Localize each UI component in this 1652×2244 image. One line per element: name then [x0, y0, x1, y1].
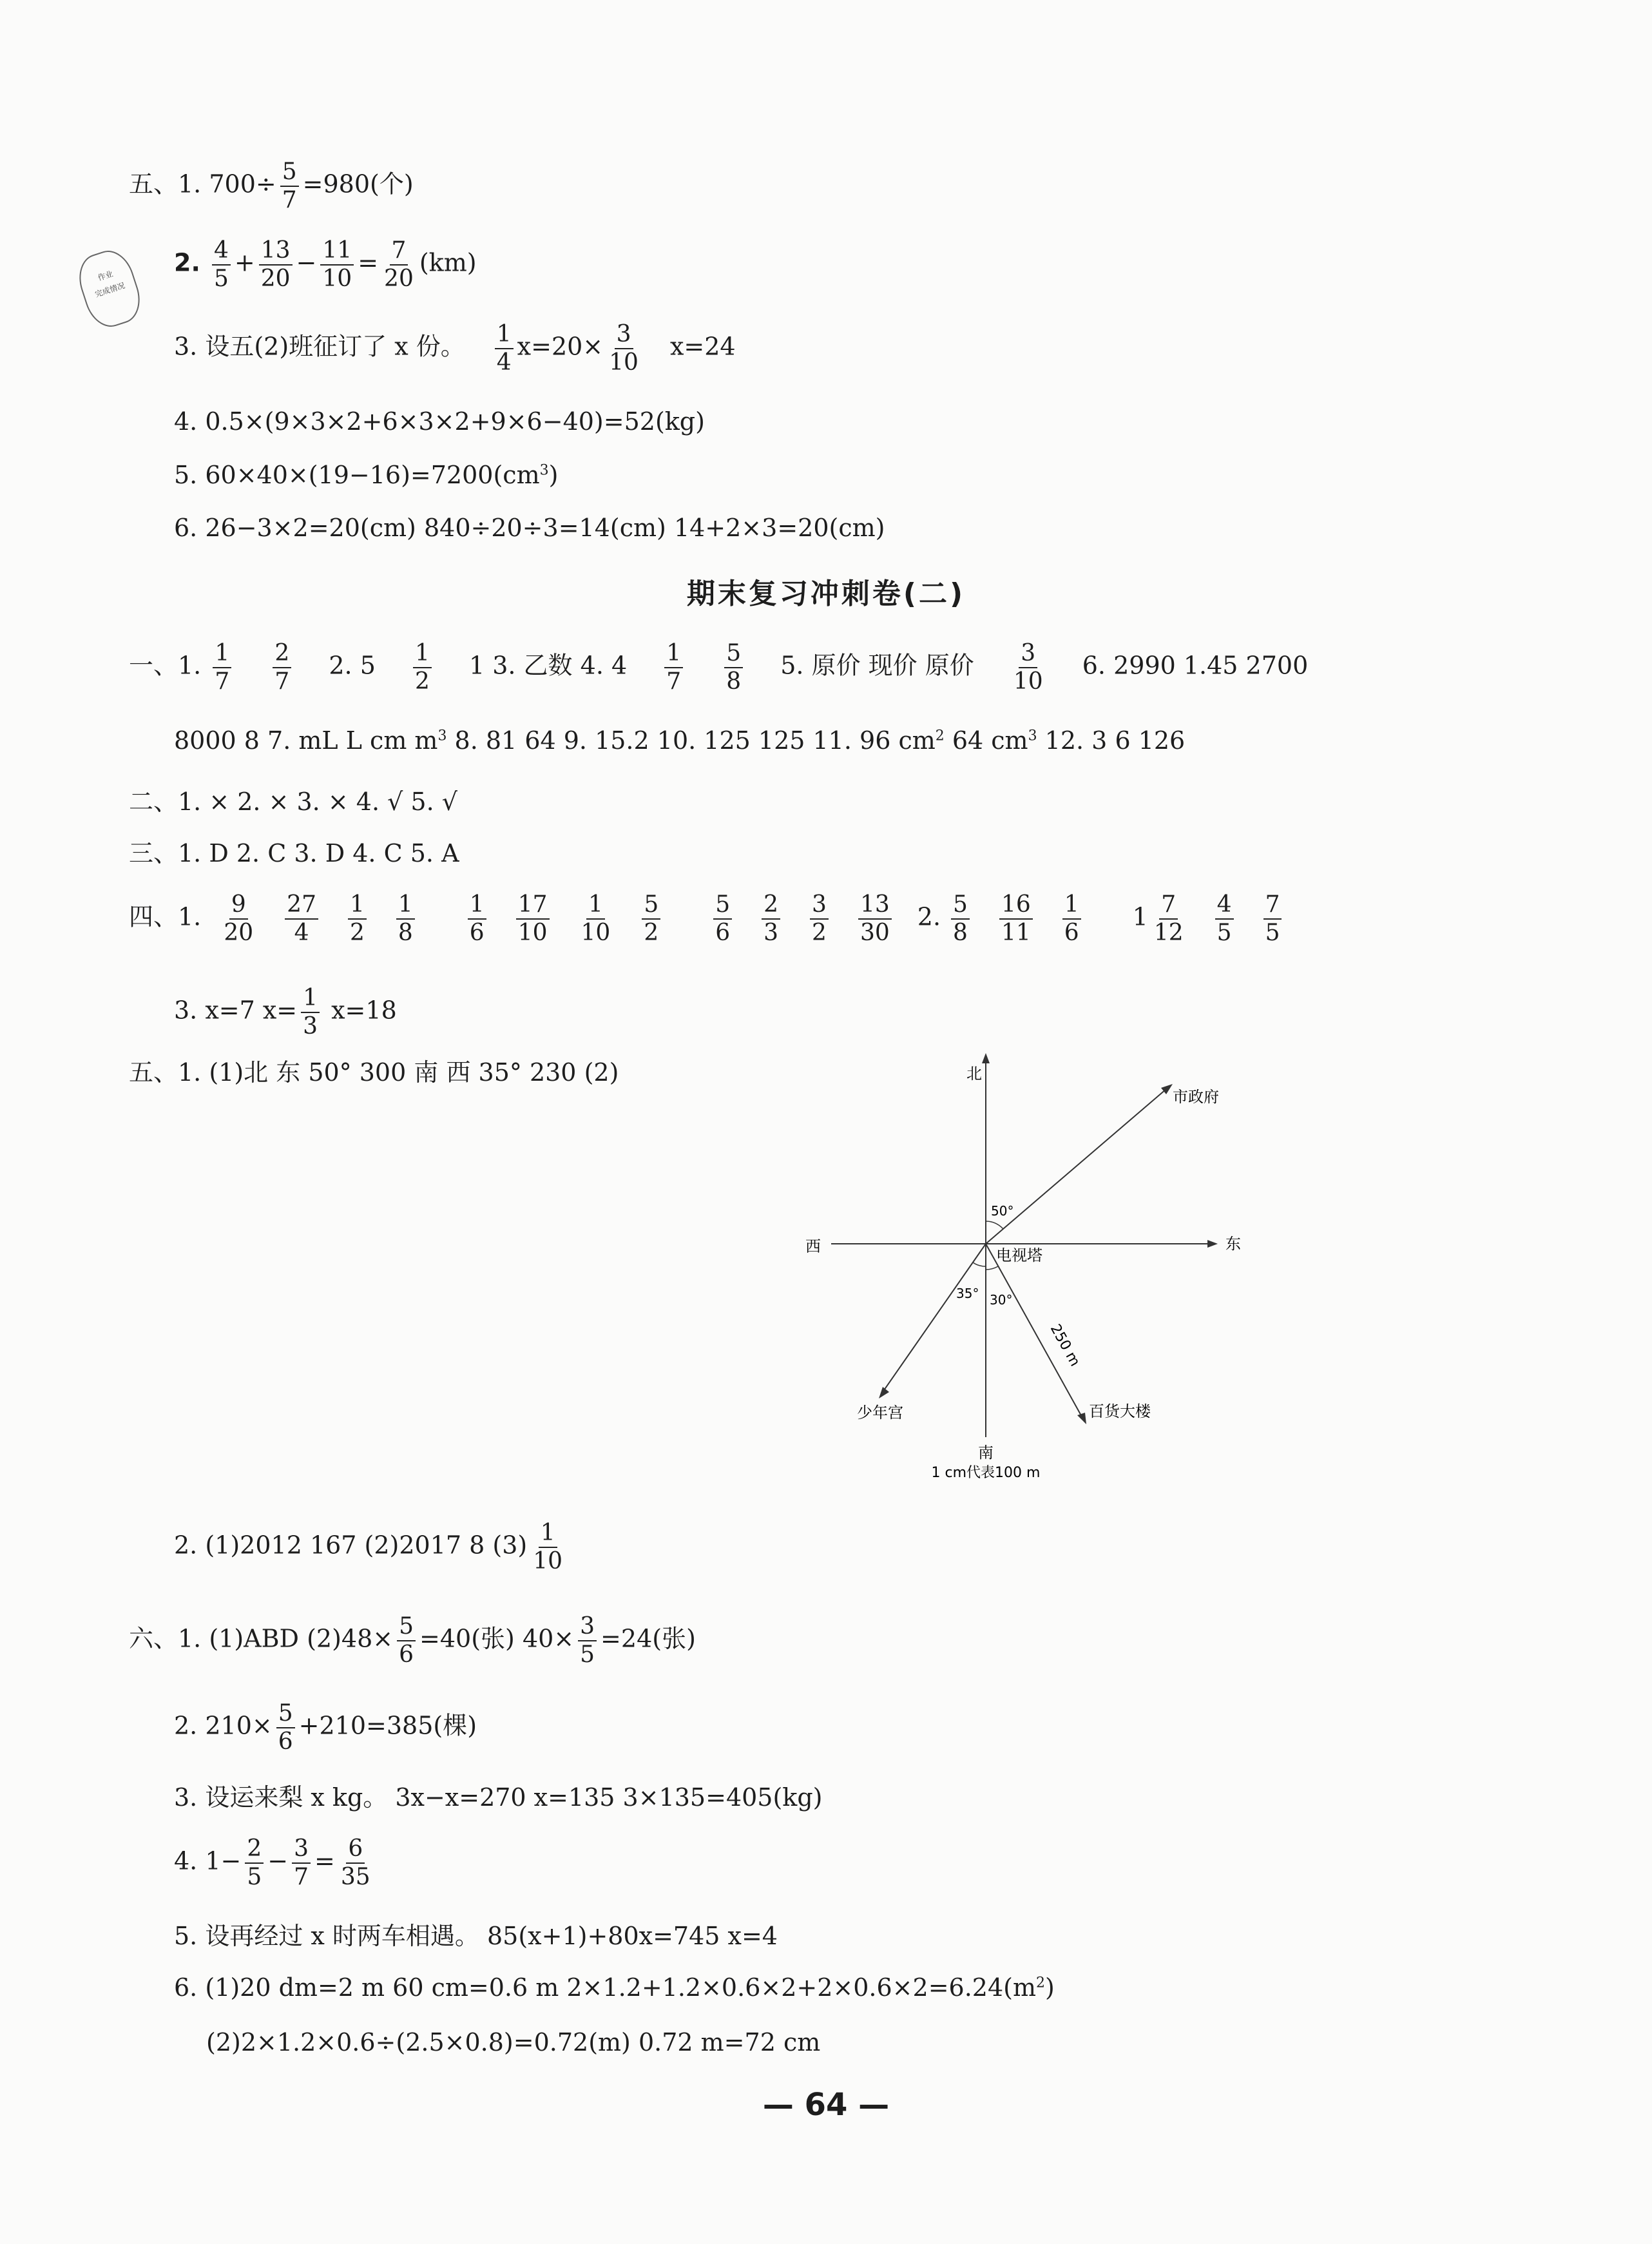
fraction — [999, 893, 1033, 945]
fraction — [810, 893, 829, 945]
denominator: 20 — [260, 265, 291, 292]
page-number: — 64 — — [762, 2087, 890, 2123]
denominator: 5 — [213, 265, 229, 292]
label-city-hall: 市政府 — [1173, 1088, 1219, 1106]
answer-text: 2. — [917, 902, 941, 931]
answer-text: 64 cm — [944, 726, 1028, 755]
numerator: 2 — [762, 893, 780, 920]
numerator: 5 — [280, 160, 299, 187]
superscript: 2 — [1036, 1975, 1045, 1991]
denominator: 20 — [384, 265, 414, 292]
answer-line — [174, 1975, 1055, 2000]
numerator: 1 — [539, 1521, 557, 1548]
fraction — [348, 893, 367, 945]
operator: = — [358, 248, 379, 277]
numerator: 9 — [229, 893, 248, 920]
numerator: 3 — [578, 1614, 597, 1641]
denominator: 7 — [666, 668, 682, 695]
fraction — [280, 160, 299, 213]
answer-text: 四、1. — [129, 902, 202, 931]
denominator: 6 — [469, 919, 485, 946]
answer-text: ) — [1045, 1973, 1055, 2002]
denominator: 10 — [517, 919, 548, 946]
answer-line: 五、1. (1)北 东 50° 300 南 西 35° 230 (2) — [129, 1058, 619, 1087]
denominator: 11 — [1001, 919, 1031, 946]
answer-line — [174, 322, 736, 375]
answer-text: 6. (1)20 dm=2 m 60 cm=0.6 m 2×1.2+1.2×0.6×2+2×0.6×2=6.24(m — [174, 1973, 1036, 2002]
answer-line — [129, 893, 1307, 945]
numerator: 27 — [285, 893, 318, 920]
answer-text: 2. 5 — [329, 651, 376, 680]
numerator: 5 — [713, 893, 732, 920]
operator: + — [234, 248, 255, 277]
fraction — [339, 1837, 372, 1890]
answer-text: 1 — [1132, 902, 1148, 931]
denominator: 3 — [764, 919, 779, 946]
fraction — [578, 1614, 597, 1667]
numerator: 4 — [1215, 893, 1234, 920]
scale-note: 1 cm代表100 m — [931, 1465, 1041, 1481]
numerator: 5 — [724, 641, 743, 668]
angle-label: 30° — [990, 1292, 1013, 1308]
denominator: 6 — [278, 1728, 293, 1755]
answer-text: 六、1. (1)ABD (2)48× — [129, 1624, 394, 1653]
numerator: 5 — [276, 1701, 295, 1728]
denominator: 5 — [247, 1863, 262, 1890]
fraction — [397, 1614, 416, 1667]
denominator: 10 — [609, 349, 639, 376]
operator: − — [296, 248, 317, 277]
angle-arc — [973, 1262, 986, 1266]
fraction — [1215, 893, 1234, 945]
fraction — [664, 641, 683, 694]
denominator: 4 — [496, 349, 512, 376]
numerator: 17 — [516, 893, 550, 920]
denominator: 7 — [215, 668, 230, 695]
answer-text: 12. 3 6 126 — [1037, 726, 1186, 755]
answer-text: 5. 原价 现价 原价 — [780, 651, 974, 680]
east-arrowhead — [1207, 1240, 1218, 1248]
answer-text: =40(张) 40× — [419, 1624, 575, 1653]
denominator: 7 — [282, 186, 297, 213]
numerator: 13 — [259, 238, 293, 266]
numerator: 2 — [245, 1837, 264, 1864]
answer-text: x=18 — [323, 996, 397, 1025]
denominator: 10 — [1013, 668, 1043, 695]
fraction — [642, 893, 660, 945]
answer-line: (2)2×1.2×0.6÷(2.5×0.8)=0.72(m) 0.72 m=72 cm — [206, 2028, 821, 2056]
denominator: 30 — [860, 919, 890, 946]
fraction — [259, 238, 293, 291]
numerator: 5 — [642, 893, 660, 920]
numerator: 1 — [213, 641, 231, 668]
answer-text: 5. 60×40×(19−16)=7200(cm — [174, 461, 540, 489]
numerator: 5 — [397, 1614, 416, 1641]
denominator: 2 — [812, 919, 827, 946]
fraction — [516, 893, 550, 945]
numerator: 13 — [858, 893, 892, 920]
answer-text: 2. (1)2012 167 (2)2017 8 (3) — [174, 1531, 528, 1560]
answer-line — [129, 1614, 696, 1667]
angle-label: 50° — [991, 1203, 1014, 1219]
label-department-store: 百货大楼 — [1089, 1402, 1151, 1420]
denominator: 12 — [1153, 919, 1184, 946]
fraction — [495, 322, 514, 375]
numerator: 7 — [1159, 893, 1178, 920]
answer-line: 4. 0.5×(9×3×2+6×3×2+9×6−40)=52(kg) — [174, 407, 705, 436]
denominator: 8 — [398, 919, 413, 946]
numerator: 6 — [346, 1837, 365, 1864]
homework-stamp — [72, 245, 147, 333]
denominator: 7 — [294, 1863, 309, 1890]
north-arrowhead — [982, 1053, 990, 1063]
denominator: 5 — [1216, 919, 1232, 946]
answer-line: 二、1. × 2. × 3. × 4. √ 5. √ — [129, 788, 457, 816]
denominator: 6 — [715, 919, 731, 946]
superscript: 2 — [935, 728, 945, 744]
answer-text: +210=385(棵) — [298, 1711, 477, 1740]
fraction — [396, 893, 415, 945]
fraction — [762, 893, 780, 945]
denominator: 2 — [644, 919, 659, 946]
numerator: 16 — [999, 893, 1033, 920]
superscript: 3 — [437, 728, 447, 744]
angle-label: 35° — [956, 1286, 979, 1301]
numerator: 5 — [951, 893, 970, 920]
label-childrens-palace: 少年宫 — [857, 1404, 903, 1422]
answer-line — [129, 641, 1308, 694]
answer-line — [174, 238, 477, 291]
denominator: 8 — [953, 919, 968, 946]
numerator: 3 — [1019, 641, 1037, 668]
numerator: 2 — [273, 641, 291, 668]
answer-text: (km) — [419, 248, 477, 277]
label-south: 南 — [978, 1444, 994, 1462]
fraction — [222, 893, 255, 945]
numerator: 1 — [495, 322, 514, 349]
fraction — [213, 641, 231, 694]
fraction — [468, 893, 486, 945]
denominator: 2 — [349, 919, 365, 946]
denominator: 10 — [322, 265, 352, 292]
ray-arrowhead — [1077, 1413, 1086, 1424]
denominator: 6 — [399, 1641, 414, 1668]
fraction — [245, 1837, 264, 1890]
numerator: 3 — [615, 322, 633, 349]
answer-text: 3. 设五(2)班征订了 x 份。 — [174, 332, 465, 361]
fraction — [382, 238, 416, 291]
answer-line: 三、1. D 2. C 3. D 4. C 5. A — [129, 839, 459, 867]
angle-arc — [986, 1221, 1003, 1229]
denominator: 5 — [580, 1641, 595, 1668]
answer-text: 8000 8 7. mL L cm m — [174, 726, 438, 755]
answer-text: 2. — [174, 248, 200, 277]
numerator: 1 — [468, 893, 486, 920]
ray-childrens-palace — [883, 1244, 986, 1392]
denominator: 3 — [303, 1012, 318, 1040]
answer-text: 1 3. 乙数 4. 4 — [468, 651, 628, 680]
numerator: 3 — [810, 893, 829, 920]
fraction — [724, 641, 743, 694]
answer-text: 2. 210× — [174, 1711, 273, 1740]
fraction — [951, 893, 970, 945]
fraction — [276, 1701, 295, 1754]
fraction — [713, 893, 732, 945]
answer-text: 一、1. — [129, 651, 202, 680]
answer-text: =980(个) — [302, 169, 414, 198]
answer-text: 4. 1− — [174, 1846, 242, 1875]
fraction — [607, 322, 640, 375]
operator: − — [267, 1846, 289, 1875]
operator: = — [314, 1846, 335, 1875]
answer-line: 3. 设运来梨 x kg。 3x−x=270 x=135 3×135=405(kg) — [174, 1783, 823, 1812]
fraction — [212, 238, 231, 291]
distance-label: 250 m — [1046, 1321, 1083, 1369]
superscript: 3 — [1028, 728, 1037, 744]
denominator: 20 — [224, 919, 254, 946]
fraction — [1012, 641, 1045, 694]
answer-text: ) — [548, 461, 559, 489]
answer-text: 8. 81 64 9. 15.2 10. 125 125 11. 96 cm — [447, 726, 936, 755]
fraction — [1062, 893, 1081, 945]
numerator: 7 — [1263, 893, 1282, 920]
direction-diagram — [792, 1050, 1269, 1489]
stamp-text: 完成情况 — [93, 280, 126, 299]
superscript: 3 — [539, 462, 549, 479]
answer-text: 3. x=7 x= — [174, 996, 298, 1025]
section-title: 期末复习冲刺卷(二) — [686, 577, 966, 610]
denominator: 4 — [294, 919, 309, 946]
denominator: 35 — [340, 1863, 370, 1890]
answer-line — [174, 1837, 376, 1890]
fraction — [1152, 893, 1186, 945]
fraction — [301, 986, 320, 1039]
denominator: 8 — [726, 668, 742, 695]
answer-text: x=24 — [669, 332, 736, 361]
numerator: 1 — [348, 893, 367, 920]
fraction — [579, 893, 613, 945]
answer-text: x=20× — [517, 332, 604, 361]
numerator: 11 — [320, 238, 354, 266]
angle-arc — [986, 1266, 998, 1270]
denominator: 10 — [533, 1547, 563, 1574]
numerator: 7 — [390, 238, 408, 266]
answer-line — [174, 986, 397, 1039]
numerator: 1 — [586, 893, 605, 920]
ray-city-hall — [986, 1089, 1166, 1244]
numerator: 1 — [664, 641, 683, 668]
label-north: 北 — [966, 1065, 982, 1083]
fraction — [413, 641, 432, 694]
numerator: 3 — [292, 1837, 311, 1864]
answer-line — [174, 1521, 568, 1574]
label-west: 西 — [805, 1237, 821, 1255]
ray-department-store — [986, 1244, 1082, 1418]
fraction — [531, 1521, 564, 1574]
numerator: 1 — [413, 641, 432, 668]
denominator: 6 — [1064, 919, 1079, 946]
stamp-text: 作业 — [96, 269, 115, 283]
answer-line — [174, 1701, 477, 1754]
ray-arrowhead — [879, 1387, 889, 1398]
denominator: 5 — [1265, 919, 1280, 946]
answer-line: 5. 设再经过 x 时两车相遇。 85(x+1)+80x=745 x=4 — [174, 1922, 778, 1950]
numerator: 4 — [212, 238, 231, 266]
numerator: 1 — [301, 986, 320, 1013]
fraction — [285, 893, 318, 945]
answer-line — [174, 463, 558, 487]
fraction — [273, 641, 291, 694]
answer-line: 6. 26−3×2=20(cm) 840÷20÷3=14(cm) 14+2×3=20(cm) — [174, 514, 885, 542]
answer-text: 6. 2990 1.45 2700 — [1082, 651, 1309, 680]
answer-text: =24(张) — [600, 1624, 696, 1653]
numerator: 1 — [396, 893, 415, 920]
answer-text: 五、1. 700÷ — [129, 169, 276, 198]
label-east: 东 — [1225, 1235, 1241, 1253]
fraction — [858, 893, 892, 945]
denominator: 2 — [414, 668, 430, 695]
fraction — [320, 238, 354, 291]
numerator: 1 — [1062, 893, 1081, 920]
fraction — [292, 1837, 311, 1890]
fraction — [1263, 893, 1282, 945]
label-tv-tower: 电视塔 — [996, 1246, 1042, 1264]
answer-line — [129, 160, 414, 213]
answer-line — [174, 728, 1185, 753]
denominator: 10 — [581, 919, 611, 946]
denominator: 7 — [274, 668, 290, 695]
